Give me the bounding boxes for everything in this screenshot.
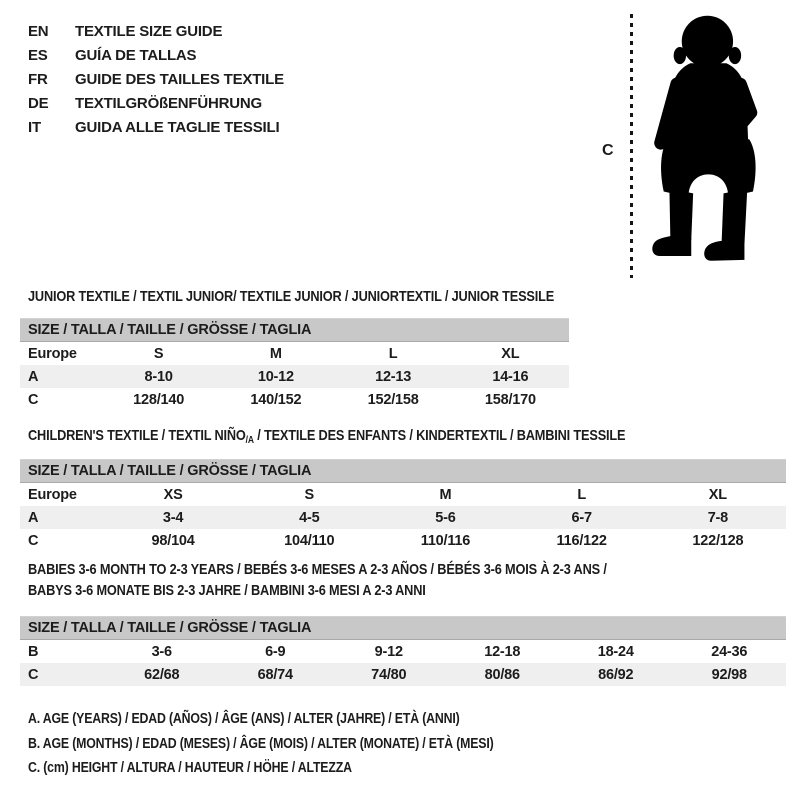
footnote-b: B. AGE (MONTHS) / EDAD (MESES) / ÂGE (MOIS) / ALTER (MONATE) / ETÀ (MESI) [28, 735, 494, 752]
size-header-label: SIZE / TALLA / TAILLE / GRÖSSE / TAGLIA [20, 617, 786, 640]
junior-size-table [20, 318, 569, 411]
language-row-de [28, 92, 284, 116]
children-title-subscript: /A [245, 435, 254, 446]
cell: 6-9 [265, 643, 286, 660]
table-header-row [20, 617, 786, 640]
cell: 62/68 [105, 663, 219, 686]
table-row-height [20, 663, 786, 686]
language-title: TEXTILE SIZE GUIDE [75, 23, 223, 40]
cell: 12-13 [335, 365, 452, 388]
cell: L [388, 345, 398, 362]
cell: 24-36 [711, 643, 748, 660]
row-label: Europe [28, 345, 77, 362]
cell: 110/116 [420, 532, 471, 549]
cell: 14-16 [452, 365, 569, 388]
height-measure-dotted-line [630, 14, 633, 278]
cell: 68/74 [219, 663, 333, 686]
table-row-height [20, 388, 569, 411]
language-title: GUÍA DE TALLAS [75, 47, 197, 64]
language-list [28, 20, 284, 140]
row-label: B [28, 643, 39, 660]
row-label: C [28, 532, 39, 549]
cell: 86/92 [559, 663, 673, 686]
cell: 74/80 [332, 663, 446, 686]
footnote-c: C. (cm) HEIGHT / ALTURA / HAUTEUR / HÖHE / ALTEZZA [28, 760, 352, 776]
language-title: GUIDE DES TAILLES TEXTILE [75, 71, 284, 88]
children-title-post: / TEXTILE DES ENFANTS / KINDERTEXTIL / BAMBINI TESSILE [253, 427, 626, 444]
cell: 4-5 [241, 506, 377, 529]
language-row-es [28, 44, 284, 68]
cell: XL [501, 345, 520, 362]
table-row-age-months [20, 640, 786, 664]
language-code: EN [28, 23, 49, 40]
cell: 6-7 [514, 506, 650, 529]
cell: 140/152 [250, 391, 302, 408]
footnote-a: A. AGE (YEARS) / EDAD (AÑOS) / ÂGE (ANS) / ALTER (JAHRE) / ETÀ (ANNI) [28, 711, 460, 727]
table-row-europe [20, 483, 786, 507]
language-title: TEXTILGRÖßENFÜHRUNG [75, 95, 263, 112]
footnotes [28, 707, 576, 781]
children-title-pre: CHILDREN'S TEXTILE / TEXTIL NIÑO [28, 427, 246, 444]
table-row-height [20, 529, 786, 552]
junior-section-title: JUNIOR TEXTILE / TEXTIL JUNIOR/ TEXTILE JUNIOR / JUNIORTEXTIL / JUNIOR TESSILE [28, 288, 555, 305]
language-title: GUIDA ALLE TAGLIE TESSILI [75, 119, 280, 136]
language-row-fr [28, 68, 284, 92]
toddler-silhouette-icon [645, 10, 785, 276]
cell: M [439, 486, 452, 503]
cell: 8-10 [100, 365, 217, 388]
table-header-row [20, 460, 786, 483]
cell: 80/86 [446, 663, 560, 686]
language-row-it [28, 116, 284, 140]
babies-size-table [20, 616, 786, 686]
babies-title-line2: BABYS 3-6 MONATE BIS 2-3 JAHRE / BAMBINI 3-6 MESI A 2-3 ANNI [28, 582, 426, 599]
cell: 92/98 [673, 663, 787, 686]
size-header-label: SIZE / TALLA / TAILLE / GRÖSSE / TAGLIA [20, 319, 569, 342]
cell: 116/122 [556, 532, 607, 549]
cell: 128/140 [133, 391, 185, 408]
cell: 18-24 [597, 643, 634, 660]
cell: 104/110 [284, 532, 335, 549]
children-section-title [28, 427, 625, 446]
table-row-europe [20, 342, 569, 366]
cell: L [577, 486, 586, 503]
cell: S [153, 345, 164, 362]
language-code: DE [28, 95, 49, 112]
language-code: IT [28, 119, 41, 136]
cell: 12-18 [484, 643, 521, 660]
table-header-row [20, 319, 569, 342]
language-code: ES [28, 47, 48, 64]
cell: 158/170 [484, 391, 536, 408]
cell: XL [708, 486, 727, 503]
row-label: A [20, 365, 100, 388]
babies-section-title [28, 559, 607, 601]
size-header-label: SIZE / TALLA / TAILLE / GRÖSSE / TAGLIA [20, 460, 786, 483]
cell: 10-12 [217, 365, 334, 388]
cell: 122/128 [692, 532, 744, 549]
language-row-en [28, 20, 284, 44]
cell: S [304, 486, 315, 503]
cell: 9-12 [374, 643, 403, 660]
cell: 5-6 [377, 506, 513, 529]
cell: 152/158 [367, 391, 419, 408]
language-code: FR [28, 71, 48, 88]
row-label: A [20, 506, 105, 529]
cell: 98/104 [151, 532, 195, 549]
row-label: C [20, 663, 105, 686]
row-label: C [28, 391, 39, 408]
row-label: Europe [28, 486, 77, 503]
cell: M [269, 345, 282, 362]
table-row-age [20, 506, 786, 529]
table-row-age [20, 365, 569, 388]
cell: 3-6 [151, 643, 172, 660]
cell: XS [163, 486, 183, 503]
babies-title-line1: BABIES 3-6 MONTH TO 2-3 YEARS / BEBÉS 3-6 MESES A 2-3 AÑOS / BÉBÉS 3-6 MOIS À 2-3 ANS / [28, 561, 607, 578]
height-measure-label: C [602, 142, 614, 159]
cell: 7-8 [650, 506, 786, 529]
cell: 3-4 [105, 506, 241, 529]
children-size-table [20, 459, 786, 552]
